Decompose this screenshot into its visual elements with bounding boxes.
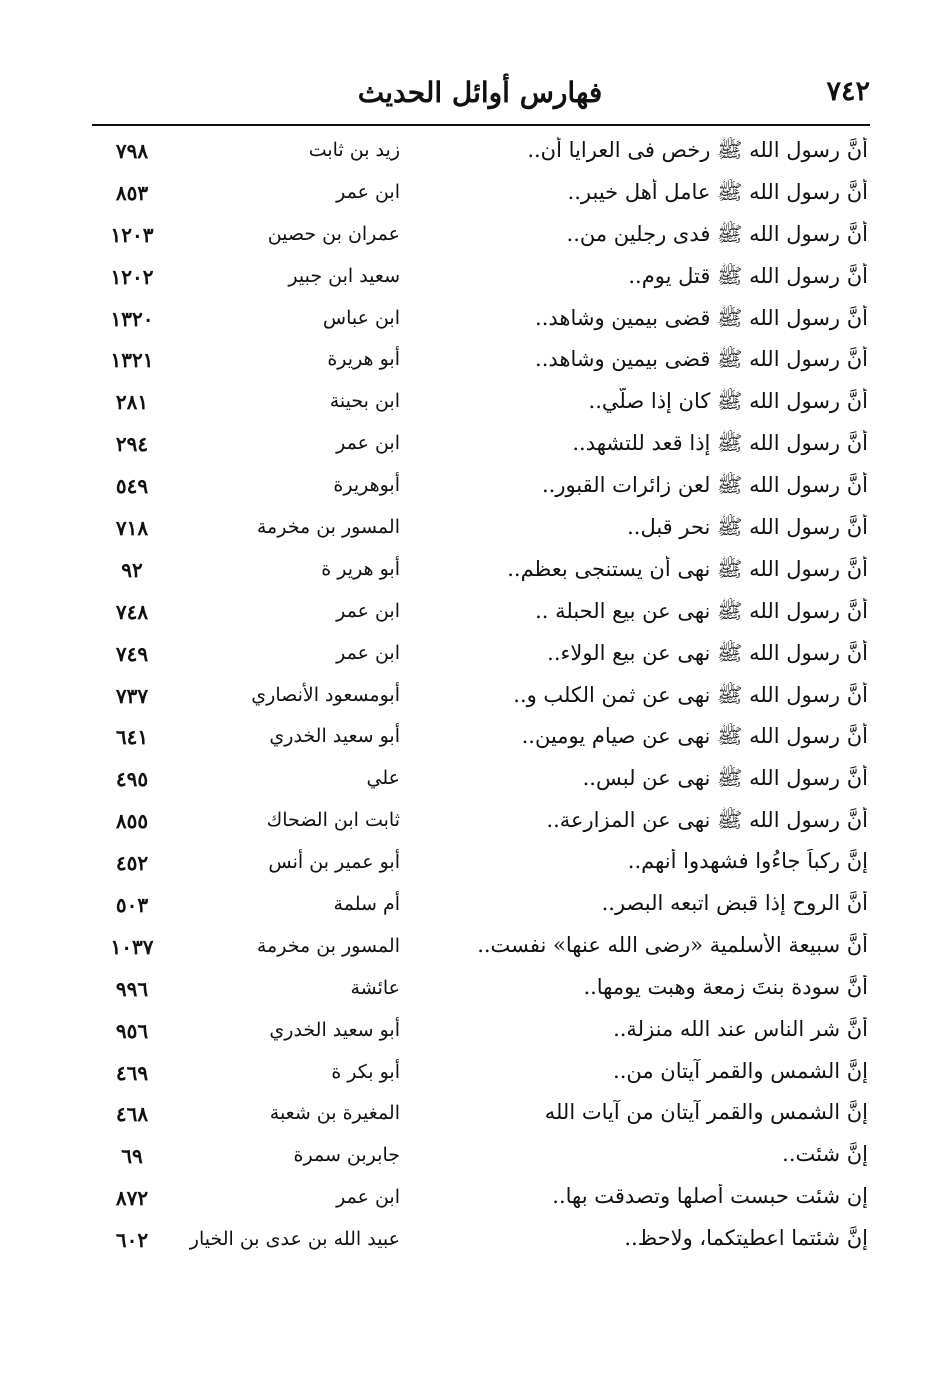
narrator: أبو سعيد الخدري — [269, 725, 400, 748]
hadith-opening: أنَّ رسول الله ﷺ لعن زائرات القبور.. — [541, 473, 868, 498]
hadith-opening: أنَّ رسول الله ﷺ قتل يوم.. — [628, 263, 868, 288]
hadith-opening: أنَّ رسول الله ﷺ فدى رجلين من.. — [566, 221, 868, 246]
narrator: أبو سعيد الخدري — [269, 1018, 400, 1041]
narrator: ابن عمر — [336, 641, 400, 664]
hadith-number: ٧٤٨ — [115, 599, 149, 624]
hadith-opening: أنَّ رسول الله ﷺ نهى عن ثمن الكلب و.. — [513, 682, 868, 707]
narrator: عائشة — [350, 976, 400, 999]
hadith-opening: أنَّ رسول الله ﷺ عامل أهل خيبر.. — [567, 179, 868, 204]
narrator: المغيرة بن شعبة — [269, 1102, 400, 1125]
index-row — [92, 552, 870, 594]
hadith-number: ٦٤١ — [115, 725, 149, 750]
page-number: ٧٤٢ — [826, 76, 870, 107]
index-row — [92, 175, 870, 217]
narrator: ابن عمر — [336, 1186, 400, 1209]
hadith-number: ٩٥٦ — [115, 1018, 149, 1043]
hadith-number: ٥٤٩ — [115, 474, 149, 499]
hadith-number: ٩٢ — [121, 557, 143, 582]
hadith-index-list — [92, 133, 870, 1264]
hadith-opening: أنَّ سبيعة الأسلمية «رضى الله عنها» نفست.. — [477, 932, 868, 957]
hadith-number: ٢٨١ — [115, 390, 149, 415]
index-row — [92, 929, 870, 971]
narrator: ابن بحينة — [329, 390, 400, 413]
hadith-number: ٦٩ — [121, 1144, 143, 1169]
hadith-opening: أنَّ رسول الله ﷺ نهى عن لبس.. — [582, 766, 868, 791]
narrator: أبو هرير ة — [321, 557, 400, 580]
hadith-number: ١٣٢١ — [110, 348, 154, 373]
hadith-opening: إنَّ الشمس والقمر آيتان من آيات الله — [544, 1100, 868, 1125]
hadith-opening: إنَّ شئت.. — [782, 1142, 868, 1167]
index-row — [92, 426, 870, 468]
hadith-number: ٧١٨ — [115, 516, 149, 541]
narrator: أم سلمة — [333, 893, 400, 916]
hadith-number: ٨٥٥ — [115, 809, 149, 834]
hadith-number: ٥٠٣ — [115, 893, 149, 918]
narrator: جابربن سمرة — [293, 1144, 400, 1167]
index-row — [92, 761, 870, 803]
index-row — [92, 510, 870, 552]
hadith-number: ٩٩٦ — [115, 976, 149, 1001]
hadith-number: ٧٣٧ — [115, 683, 149, 708]
hadith-number: ٤٥٢ — [115, 851, 149, 876]
index-row — [92, 1055, 870, 1097]
narrator: ابن عمر — [336, 180, 400, 203]
index-row — [92, 887, 870, 929]
hadith-opening: أنَّ رسول الله ﷺ نهى عن صيام يومين.. — [521, 724, 868, 749]
hadith-opening: أنَّ رسول الله ﷺ نهى أن يستنجى بعظم.. — [507, 556, 868, 581]
narrator: سعيد ابن جبير — [288, 264, 400, 287]
hadith-number: ٨٥٣ — [115, 180, 149, 205]
narrator: ثابت ابن الضحاك — [266, 809, 400, 832]
hadith-number: ٢٩٤ — [115, 432, 149, 457]
index-row — [92, 133, 870, 175]
index-row — [92, 594, 870, 636]
narrator: أبوهريرة — [333, 474, 400, 497]
hadith-opening: أنَّ رسول الله ﷺ نهى عن المزارعة.. — [546, 808, 868, 833]
page-title: فهارس أوائل الحديث — [357, 76, 603, 109]
index-row — [92, 719, 870, 761]
hadith-number: ٤٦٩ — [115, 1060, 149, 1085]
narrator: أبو عمير بن أنس — [268, 851, 400, 874]
narrator: ابن عمر — [336, 599, 400, 622]
hadith-number: ١٠٣٧ — [110, 934, 154, 959]
narrator: زيد بن ثابت — [308, 139, 400, 161]
index-row — [92, 678, 870, 720]
index-row — [92, 384, 870, 426]
hadith-number: ٧٩٨ — [115, 139, 149, 163]
hadith-opening: إن شئت حبست أصلها وتصدقت بها.. — [552, 1184, 868, 1209]
hadith-opening: أنَّ رسول الله ﷺ قضى بيمين وشاهد.. — [535, 305, 868, 330]
hadith-number: ١٢٠٢ — [110, 264, 154, 289]
hadith-opening: أنَّ رسول الله ﷺ نحر قبل.. — [627, 515, 868, 540]
hadith-opening: إنَّ الشمس والقمر آيتان من.. — [613, 1058, 868, 1083]
narrator: المسور بن مخرمة — [256, 516, 400, 539]
index-row — [92, 217, 870, 259]
hadith-number: ٦٠٢ — [115, 1228, 149, 1253]
hadith-opening: أنَّ شر الناس عند الله منزلة.. — [613, 1016, 868, 1041]
index-row — [92, 259, 870, 301]
hadith-opening: أنَّ رسول الله ﷺ إذا قعد للتشهد.. — [572, 431, 868, 456]
hadith-opening: أنَّ سودة بنتَ زمعة وهبت يومها.. — [583, 974, 868, 999]
narrator: المسور بن مخرمة — [256, 934, 400, 957]
narrator: أبومسعود الأنصاري — [251, 683, 400, 706]
hadith-opening: أنَّ رسول الله ﷺ قضى بيمين وشاهد.. — [535, 347, 868, 372]
narrator: ابن عباس — [322, 306, 400, 329]
hadith-number: ٧٤٩ — [115, 641, 149, 666]
hadith-number: ٤٩٥ — [115, 767, 149, 792]
index-row — [92, 845, 870, 887]
index-row — [92, 971, 870, 1013]
index-row — [92, 301, 870, 343]
narrator: علي — [366, 767, 400, 790]
hadith-opening: أنَّ الروح إذا قبض اتبعه البصر.. — [601, 891, 868, 916]
index-row — [92, 1180, 870, 1222]
narrator: عبيد الله بن عدى بن الخيار — [189, 1228, 400, 1251]
index-row — [92, 1096, 870, 1138]
hadith-opening: أنَّ رسول الله ﷺ نهى عن بيع الولاء.. — [547, 640, 868, 665]
header-rule — [92, 124, 870, 126]
index-row — [92, 1222, 870, 1264]
narrator: عمران بن حصين — [267, 222, 400, 245]
hadith-opening: إنَّ شئتما اعطيتكما، ولاحظ.. — [624, 1226, 868, 1251]
hadith-number: ٨٧٢ — [115, 1186, 149, 1211]
hadith-number: ١٣٢٠ — [110, 306, 154, 331]
narrator: أبو هريرة — [327, 348, 400, 371]
index-row — [92, 468, 870, 510]
index-row — [92, 636, 870, 678]
hadith-number: ١٢٠٣ — [110, 222, 154, 247]
index-row — [92, 803, 870, 845]
hadith-opening: أنَّ رسول الله ﷺ كان إذا صلّي.. — [588, 389, 868, 414]
hadith-opening: أنَّ رسول الله ﷺ نهى عن بيع الحبلة .. — [535, 598, 868, 623]
index-row — [92, 342, 870, 384]
index-row — [92, 1138, 870, 1180]
page-header — [90, 70, 870, 122]
index-row — [92, 1013, 870, 1055]
hadith-number: ٤٦٨ — [115, 1102, 149, 1127]
hadith-opening: أنَّ رسول الله ﷺ رخص فى العرايا أن.. — [527, 138, 868, 162]
narrator: أبو بكر ة — [331, 1060, 400, 1083]
hadith-opening: إنَّ ركباً جاءُوا فشهدوا أنهم.. — [627, 849, 868, 874]
narrator: ابن عمر — [336, 432, 400, 455]
